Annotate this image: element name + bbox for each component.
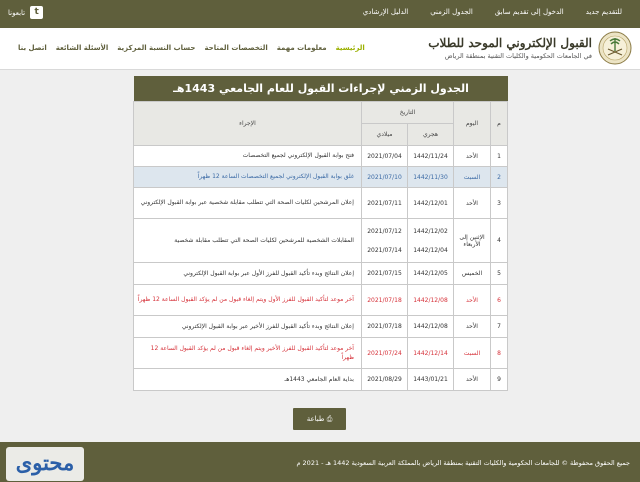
top-link-new-application[interactable]: للتقديم جديد — [585, 8, 622, 16]
row-day: الأحد — [454, 369, 491, 391]
row-action: غلق بوابة القبول الإلكتروني لجميع التخصصات الساعة 12 ظهراً — [133, 167, 361, 188]
print-button[interactable] — [293, 408, 346, 430]
table-row — [133, 188, 507, 219]
printer-icon: ⎙ — [326, 415, 333, 423]
row-action: إعلان المرشحين لكليات الصحة التي تتطلب مقابلة شخصية عبر بوابة القبول الإلكتروني — [133, 188, 361, 219]
top-link-timeline[interactable]: الجدول الزمني — [430, 8, 473, 16]
table-row — [133, 285, 507, 316]
row-hijri-end: 1442/12/04 — [413, 246, 448, 254]
site-header — [0, 28, 640, 70]
nav-item-home[interactable]: الرئيسية — [335, 44, 365, 52]
table-row — [133, 263, 507, 285]
main-nav — [18, 44, 365, 52]
row-hijri-start: 1442/12/02 — [413, 227, 448, 235]
header-action: الإجراء — [133, 102, 361, 146]
row-hijri: 1442/12/01 — [408, 188, 454, 219]
row-action: إعلان النتائج وبدء تأكيد القبول للفرز الأول عبر بوابة القبول الإلكتروني — [133, 263, 361, 285]
header-day: اليوم — [454, 102, 491, 146]
row-gregorian — [361, 219, 407, 263]
row-hijri: 1443/01/21 — [408, 369, 454, 391]
nav-item-important-info[interactable]: معلومات مهمة — [276, 44, 327, 52]
row-action: آخر موعد لتأكيد القبول للفرز الأول ويتم إلغاء قبول من لم يؤكد القبول الساعة 12 ظهراً — [133, 285, 361, 316]
row-gregorian: 2021/07/18 — [361, 316, 407, 338]
row-num: 4 — [491, 219, 508, 263]
nav-item-contact[interactable]: اتصل بنا — [18, 44, 47, 52]
site-footer — [0, 442, 640, 482]
header-gregorian: ميلادي — [361, 124, 407, 146]
row-gregorian: 2021/07/18 — [361, 285, 407, 316]
row-gregorian: 2021/07/15 — [361, 263, 407, 285]
nav-item-central-ratio[interactable]: حساب النسبة المركزية — [117, 44, 196, 52]
timeline-table-panel — [134, 76, 508, 391]
header-num: م — [491, 102, 508, 146]
row-day: الأحد — [454, 188, 491, 219]
logo-area[interactable] — [428, 31, 632, 65]
table-row — [133, 338, 507, 369]
row-day: الأحد — [454, 146, 491, 167]
header-date: التاريخ — [361, 102, 453, 124]
row-gregorian: 2021/07/24 — [361, 338, 407, 369]
row-num: 9 — [491, 369, 508, 391]
timeline-table — [133, 101, 508, 391]
row-hijri — [408, 219, 454, 263]
row-num: 6 — [491, 285, 508, 316]
table-row — [133, 146, 507, 167]
top-link-guide[interactable]: الدليل الإرشادي — [362, 8, 409, 16]
twitter-icon[interactable]: t — [30, 6, 43, 19]
row-day: الخميس — [454, 263, 491, 285]
row-num: 1 — [491, 146, 508, 167]
top-links — [363, 8, 622, 16]
saudi-emblem-icon — [598, 31, 632, 65]
watermark-logo: محتوى — [6, 447, 84, 481]
top-bar — [0, 0, 640, 28]
top-link-previous-application[interactable]: الدخول إلى تقديم سابق — [494, 8, 564, 16]
row-hijri: 1442/11/30 — [408, 167, 454, 188]
row-gregorian: 2021/07/11 — [361, 188, 407, 219]
row-day: الإثنين إلى الأربعاء — [454, 219, 491, 263]
table-row — [133, 219, 507, 263]
row-gregorian-start: 2021/07/12 — [367, 227, 402, 235]
row-action: آخر موعد لتأكيد القبول للفرز الأخير ويتم إلغاء قبول من لم يؤكد القبول الساعة 12 ظهراً — [133, 338, 361, 369]
table-row — [133, 316, 507, 338]
row-num: 5 — [491, 263, 508, 285]
row-hijri: 1442/12/05 — [408, 263, 454, 285]
follow-label: تابعونا — [8, 8, 26, 17]
row-hijri: 1442/12/08 — [408, 285, 454, 316]
row-gregorian: 2021/07/04 — [361, 146, 407, 167]
row-gregorian-end: 2021/07/14 — [367, 246, 402, 254]
row-num: 7 — [491, 316, 508, 338]
nav-item-faq[interactable]: الأسئلة الشائعة — [55, 44, 109, 52]
follow-us[interactable] — [8, 6, 43, 19]
row-hijri: 1442/11/24 — [408, 146, 454, 167]
site-title: القبول الإلكتروني الموحد للطلاب — [428, 36, 592, 50]
row-action: فتح بوابة القبول الإلكتروني لجميع التخصصات — [133, 146, 361, 167]
row-day: الأحد — [454, 285, 491, 316]
row-gregorian: 2021/08/29 — [361, 369, 407, 391]
print-button-label: طباعة — [306, 415, 325, 423]
row-day: السبت — [454, 338, 491, 369]
row-action: إعلان النتائج وبدء تأكيد القبول للفرز الأخير عبر بوابة القبول الإلكتروني — [133, 316, 361, 338]
table-row — [133, 369, 507, 391]
site-subtitle: في الجامعات الحكومية والكليات التقنية بمنطقة الرياض — [444, 52, 592, 60]
row-num: 8 — [491, 338, 508, 369]
row-hijri: 1442/12/14 — [408, 338, 454, 369]
row-day: السبت — [454, 167, 491, 188]
row-day: الأحد — [454, 316, 491, 338]
row-action: بداية العام الجامعي 1443هـ — [133, 369, 361, 391]
row-gregorian: 2021/07/10 — [361, 167, 407, 188]
row-num: 3 — [491, 188, 508, 219]
nav-item-available-majors[interactable]: التخصصات المتاحة — [204, 44, 268, 52]
row-num: 2 — [491, 167, 508, 188]
header-hijri: هجري — [408, 124, 454, 146]
row-action: المقابلات الشخصية للمرشحين لكليات الصحة التي تتطلب مقابلة شخصية — [133, 219, 361, 263]
row-hijri: 1442/12/08 — [408, 316, 454, 338]
table-title: الجدول الزمني لإجراءات القبول للعام الجامعي 1443هـ — [134, 76, 508, 101]
copyright-text: جميع الحقوق محفوظة © للجامعات الحكومية والكليات التقنية بمنطقة الرياض بالمملكة العربية السعودية 1442 هـ - 2021 م — [296, 459, 630, 467]
table-row — [133, 167, 507, 188]
